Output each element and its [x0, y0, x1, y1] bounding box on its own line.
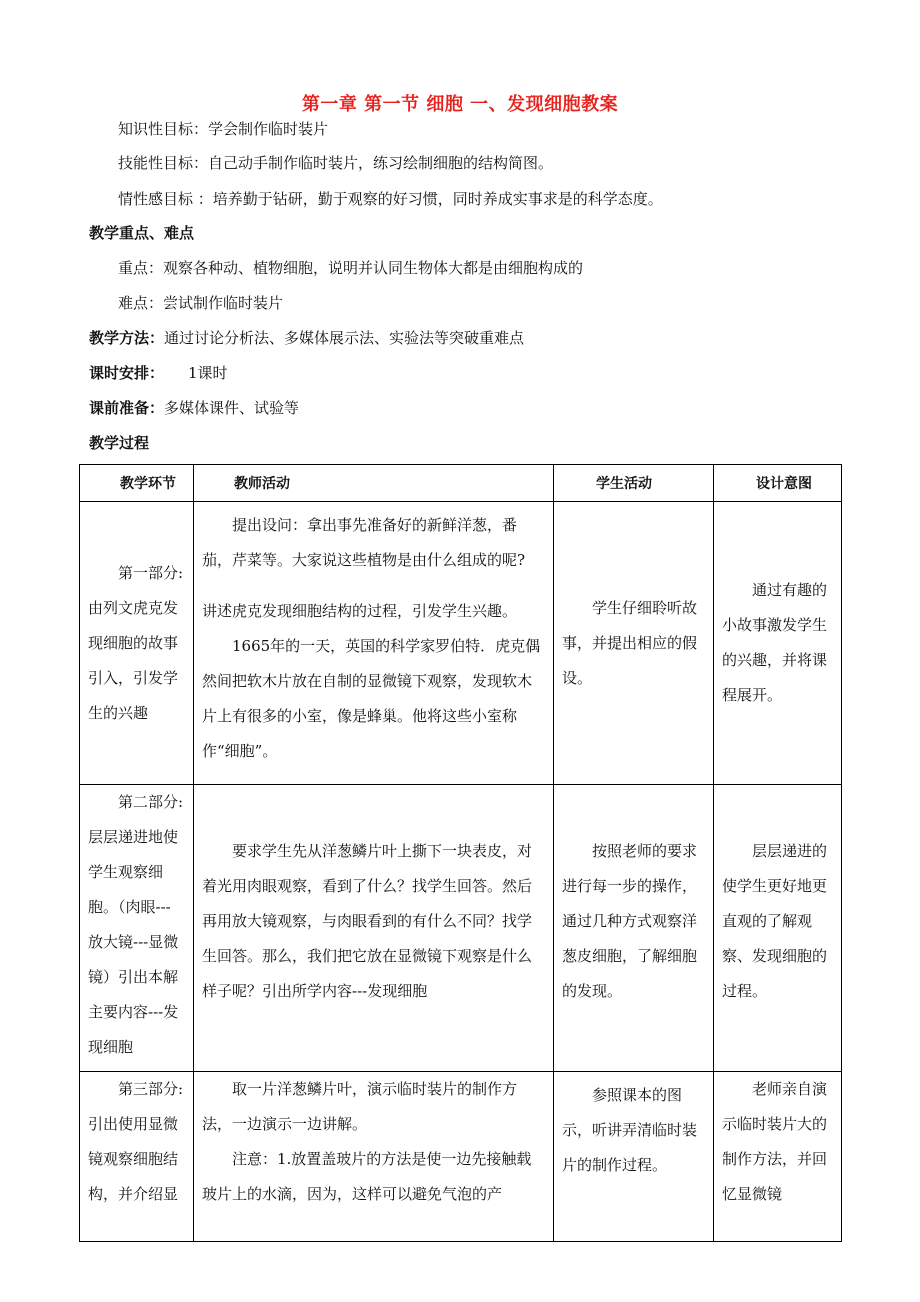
schedule-line [89, 362, 228, 383]
stage-label: 第三部分: [118, 1080, 184, 1098]
stage-text: 引出使用显微镜观察细胞结构，并介绍显 [88, 1115, 179, 1203]
teacher-paragraph: 取一片洋葱鳞片叶，演示临时装片的制作方法，一边演示一边讲解。 [202, 1080, 518, 1133]
student-text: 学生仔细聆听故事，并提出相应的假设。 [562, 598, 698, 687]
skill-goal: 技能性目标：自己动手制作临时装片，练习绘制细胞的结构简图。 [118, 154, 554, 172]
teacher-paragraph: 提出设问：拿出事先准备好的新鲜洋葱，番茄，芹菜等。大家说这些植物是由什么组成的呢? [202, 516, 526, 569]
teacher-paragraph: 注意：1.放置盖玻片的方法是使一边先接触载玻片上的水滴，因为，这样可以避免气泡的产 [202, 1150, 532, 1203]
student-cell [554, 502, 714, 785]
intent-cell [714, 502, 842, 785]
student-text: 参照课本的图示，听讲弄清临时装片的制作过程。 [562, 1086, 698, 1174]
table-header-row [80, 465, 842, 502]
teacher-paragraph: 要求学生先从洋葱鳞片叶上撕下一块表皮，对着光用肉眼观察，看到了什么？找学生回答。然后再用放大镜观察，与肉眼看到的有什么不同？找学生回答。那么，我们把它放在显微镜下观察是什么样子呢？引出所学内容---发现细胞 [202, 841, 533, 1000]
stage-label: 第一部分: [118, 563, 184, 582]
method-label: 教学方法： [89, 329, 165, 347]
method-line [89, 327, 524, 348]
stage-text: 由列文虎克发现细胞的故事引入，引发学生的兴趣 [88, 598, 179, 722]
header-teacher: 教师活动 [194, 465, 554, 502]
difficulty-point: 难点：尝试制作临时装片 [118, 294, 284, 312]
focus-point: 重点：观察各种动、植物细胞，说明并认同生物体大都是由细胞构成的 [118, 259, 584, 277]
table-row [80, 785, 842, 1072]
stage-text: 层层递进地使学生观察细胞。（肉眼---放大镜---显微镜）引出本解主要内容---发现细胞 [88, 828, 179, 1056]
teacher-paragraph: 1665年的一天，英国的科学家罗伯特．虎克偶然间把软木片放在自制的显微镜下观察，发现软木片上有很多的小室，像是蜂巢。他将这些小室称作“细胞”。 [202, 637, 541, 760]
student-cell [554, 785, 714, 1072]
intent-text: 通过有趣的小故事激发学生的兴趣，并将课程展开。 [722, 581, 828, 704]
intent-cell [714, 785, 842, 1072]
teacher-cell [194, 785, 554, 1072]
table-row [80, 502, 842, 785]
intent-text: 老师亲自演示临时装片大的制作方法，并回忆显微镜 [722, 1080, 828, 1203]
prep-label: 课前准备： [89, 399, 165, 417]
schedule-value: 1课时 [188, 364, 228, 382]
prep-value: 多媒体课件、试验等 [164, 399, 300, 417]
header-student: 学生活动 [554, 465, 714, 502]
student-text: 按照老师的要求进行每一步的操作，通过几种方式观察洋葱皮细胞，了解细胞的发现。 [562, 841, 698, 1000]
teacher-paragraph: 讲述虎克发现细胞结构的过程，引发学生兴趣。 [202, 602, 518, 620]
schedule-label: 课时安排： [89, 364, 165, 382]
method-value: 通过讨论分析法、多媒体展示法、实验法等突破重难点 [164, 329, 525, 347]
teacher-cell [194, 1072, 554, 1242]
knowledge-goal: 知识性目标：学会制作临时装片 [118, 120, 329, 138]
stage-label: 第二部分: [118, 793, 184, 811]
header-intent: 设计意图 [714, 465, 842, 502]
intent-cell [714, 1072, 842, 1242]
stage-cell [80, 1072, 194, 1242]
prep-line [89, 397, 299, 418]
teacher-cell [194, 502, 554, 785]
table-row [80, 1072, 842, 1242]
stage-cell [80, 785, 194, 1072]
keypoints-heading: 教学重点、难点 [89, 224, 195, 242]
intent-text: 层层递进的使学生更好地更直观的了解观察、发现细胞的过程。 [722, 841, 828, 1000]
page-title: 第一章 第一节 细胞 一、发现细胞教案 [301, 94, 619, 115]
stage-cell [80, 502, 194, 785]
lesson-table [79, 464, 842, 1242]
emotion-goal: 情性感目标 ：培养勤于钻研，勤于观察的好习惯，同时养成实事求是的科学态度。 [118, 190, 663, 208]
process-heading: 教学过程 [89, 434, 150, 452]
header-stage: 教学环节 [80, 465, 194, 502]
student-cell [554, 1072, 714, 1242]
